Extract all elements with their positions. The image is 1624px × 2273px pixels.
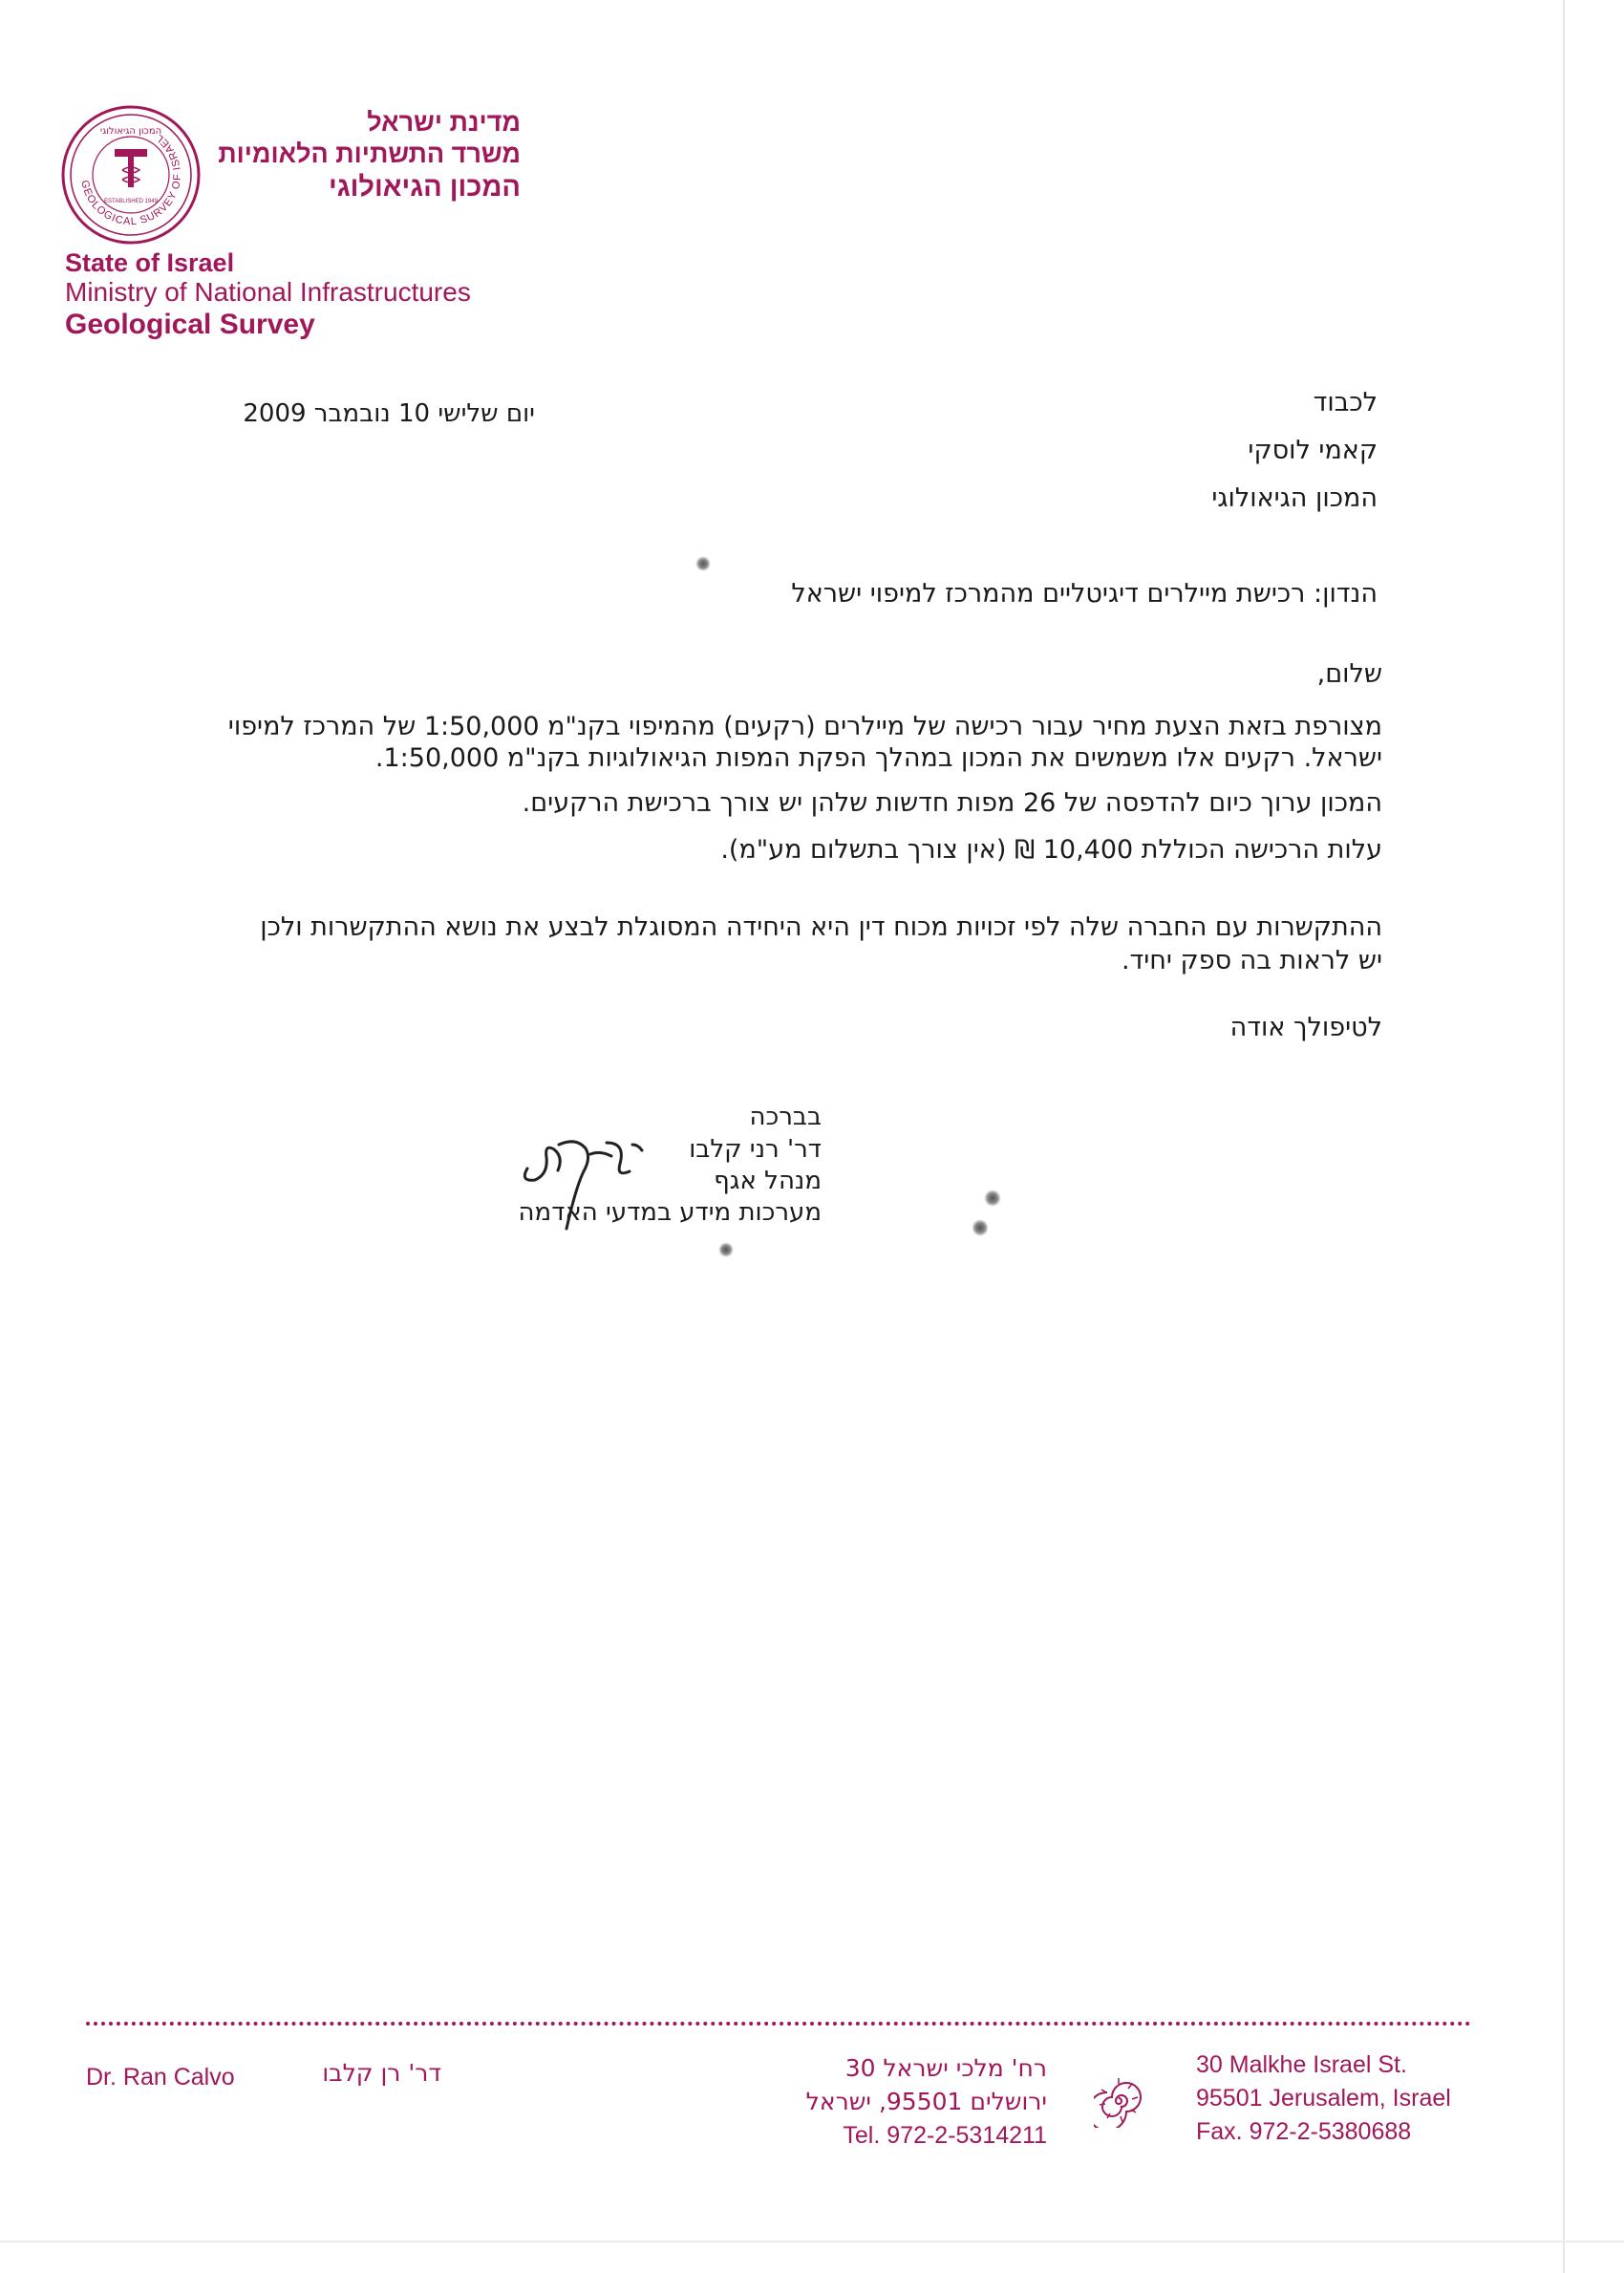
recipient-salutation: לכבוד <box>1313 388 1378 418</box>
signature-title: מנהל אגף <box>714 1167 822 1195</box>
letter-date: יום שלישי 10 נובמבר 2009 <box>243 399 535 428</box>
letterhead-ministry-hebrew: משרד התשתיות הלאומיות <box>218 139 521 168</box>
paragraph-1-line-2: ישראל. רקעים אלו משמשים את המכון במהלך הפקת המפות הגיאולוגיות בקנ"מ 1:50,000. <box>374 743 1382 773</box>
seal-ring-text: GEOLOGICAL SURVEY OF ISRAEL <box>78 131 184 228</box>
footer-fax: Fax. 972-2-5380688 <box>1196 2118 1412 2145</box>
handwritten-signature <box>516 1116 659 1250</box>
seal-established-text: ESTABLISHED 1949 <box>104 199 158 204</box>
ammonite-shell-icon <box>1094 2070 1143 2128</box>
scan-speck <box>718 1242 734 1257</box>
footer-name-hebrew: דר' רן קלבו <box>322 2059 441 2087</box>
footer-address-english-street: 30 Malkhe Israel St. <box>1196 2051 1407 2078</box>
letterhead-ministry-english: Ministry of National Infrastructures <box>65 277 471 307</box>
letter-greeting: שלום, <box>1316 659 1382 689</box>
letterhead-state-english: State of Israel <box>65 248 235 277</box>
letterhead-survey-hebrew: המכון הגיאולוגי <box>328 172 521 203</box>
paragraph-2: המכון ערוך כיום להדפסה של 26 מפות חדשות שלהן יש צורך ברכישת הרקעים. <box>522 788 1382 818</box>
paragraph-4-line-2: יש לראות בה ספק יחיד. <box>1121 946 1382 976</box>
letterhead-state-hebrew: מדינת ישראל <box>367 108 521 137</box>
recipient-organization: המכון הגיאולוגי <box>1211 483 1378 513</box>
footer-dotted-divider <box>86 2022 1471 2029</box>
footer-address-english-city: 95501 Jerusalem, Israel <box>1196 2085 1451 2112</box>
footer-address-hebrew-street: רח' מלכי ישראל 30 <box>844 2054 1047 2082</box>
footer-address-hebrew-city: ירושלים 95501, ישראל <box>805 2088 1047 2115</box>
scan-right-edge <box>1563 0 1565 2273</box>
footer-telephone: Tel. 972-2-5314211 <box>843 2122 1047 2149</box>
footer-name-english: Dr. Ran Calvo <box>86 2064 235 2091</box>
recipient-name: קאמי לוסקי <box>1248 436 1378 465</box>
signature-name: דר' רני קלבו <box>689 1135 822 1164</box>
seal-top-text: המכון הגיאולוגי <box>99 126 162 137</box>
scan-speck <box>972 1218 988 1237</box>
letter-subject: הנדון: רכישת מיילרים דיגיטליים מהמרכז למיפוי ישראל <box>791 579 1378 609</box>
signature-department: מערכות מידע במדעי האדמה <box>518 1198 822 1227</box>
paragraph-1-line-1: מצורפת בזאת הצעת מחיר עבור רכישה של מיילרים (רקעים) מהמיפוי בקנ"מ 1:50,000 של המרכז למיפוי <box>227 712 1382 741</box>
geological-survey-seal-logo <box>59 103 203 247</box>
scan-speck <box>695 556 711 571</box>
paragraph-4-line-1: ההתקשרות עם החברה שלה לפי זכויות מכוח דין היא היחידה המסוגלת לבצע את נושא ההתקשרות ולכן <box>260 912 1382 942</box>
paragraph-5-closing: לטיפולך אודה <box>1229 1013 1382 1042</box>
paragraph-3: עלות הרכישה הכוללת 10,400 ₪ (אין צורך בתשלום מע"מ). <box>720 835 1382 865</box>
letterhead-survey-english: Geological Survey <box>65 309 315 340</box>
scan-bottom-edge <box>0 2241 1624 2242</box>
scan-speck <box>984 1190 1001 1207</box>
signature-regards: בברכה <box>749 1103 822 1131</box>
